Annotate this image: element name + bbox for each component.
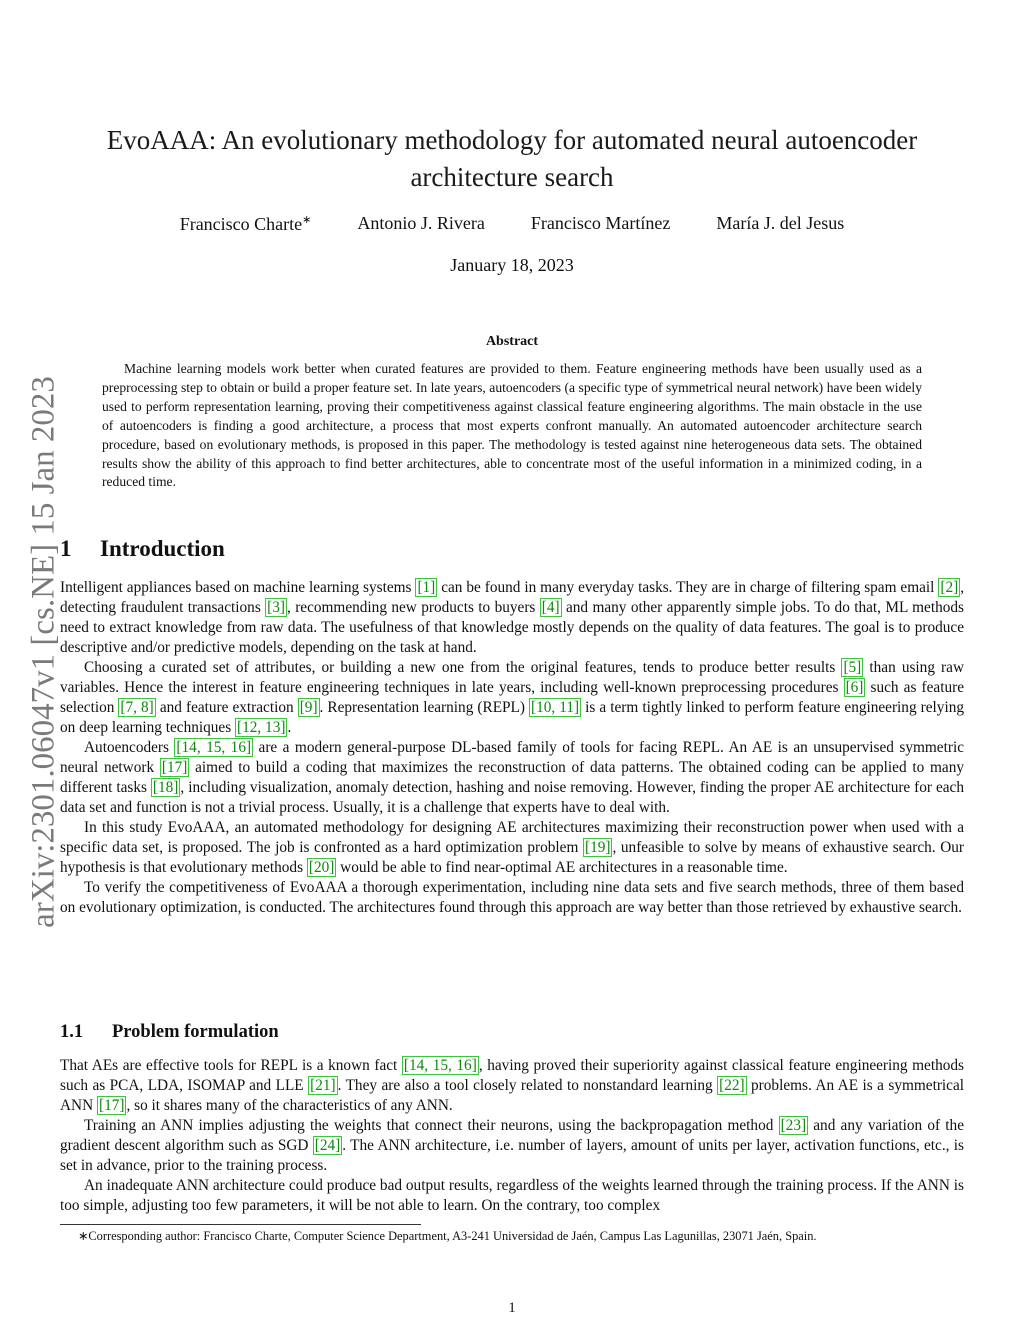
paragraph-text: than using raw variables. Hence the interest in feature engineering techniques in late years, including well-known preprocessing procedures [60, 659, 964, 696]
paragraph [60, 1056, 964, 1116]
section-number: 1 [60, 536, 72, 561]
citation-link[interactable]: [17] [98, 1097, 125, 1114]
citation-link[interactable]: [19] [584, 839, 611, 856]
paper-title: EvoAAA: An evolutionary methodology for automated neural autoencoder architecture search [106, 125, 918, 192]
paragraph-text: , so it shares many of the characteristics of any ANN. [126, 1097, 453, 1114]
citation-link[interactable]: [7, 8] [120, 699, 154, 716]
subsection-heading-problem-formulation [60, 1022, 279, 1043]
paragraph-text: can be found in many everyday tasks. They are in charge of filtering spam email [437, 579, 939, 596]
paragraph-text: are a modern general-purpose DL-based family of tools for facing REPL. An AE is an unsupervised symmetric neural network [60, 739, 964, 776]
abstract-heading: Abstract [485, 334, 539, 349]
paragraph-text: , recommending new products to buyers [287, 599, 540, 616]
paragraph [60, 658, 964, 738]
arxiv-identifier: arXiv:2301.06047v1 [cs.NE] 15 Jan 2023 [25, 376, 62, 928]
paragraph-text: would be able to find near-optimal AE architectures in a reasonable time. [336, 859, 788, 876]
author-3: Francisco Martínez [530, 213, 671, 233]
problem-formulation-body [60, 1056, 964, 1216]
citation-link[interactable]: [20] [308, 859, 335, 876]
paragraph-text: is a term tightly linked to perform feature engineering relying on deep learning techniques [60, 699, 964, 736]
paragraph-text: and many other apparently simple jobs. To do that, ML methods need to extract knowledge from raw data. The usefulness of that knowledge mostly depends on the quality of data features. The goal is to produce descriptive and/or predictive models, depending on the task at hand. [60, 599, 964, 656]
subsection-number: 1.1 [60, 1022, 84, 1042]
paragraph-text: . [287, 719, 292, 736]
author-4: María J. del Jesus [716, 213, 845, 233]
author-2: Antonio J. Rivera [357, 213, 485, 233]
introduction-body [60, 578, 964, 918]
paragraph-text: , including visualization, anomaly detection, hashing and noise removing. However, finding the proper AE architecture for each data set and function is not a trivial process. Usually, it is a challenge that experts have to deal with. [60, 779, 964, 816]
paragraph-text: , detecting fraudulent transactions [60, 579, 965, 616]
author-1: Francisco Charte∗ [179, 214, 312, 234]
paragraph-text: Choosing a curated set of attributes, or building a new one from the original features, tends to produce better results [84, 659, 842, 676]
paragraph-text: aimed to build a coding that maximizes the reconstruction of data patterns. The obtained coding can be applied to many different tasks [60, 759, 964, 796]
paragraph-text: , having proved their superiority against classical feature engineering methods such as PCA, LDA, ISOMAP and LLE [60, 1057, 964, 1094]
paragraph-text: Training an ANN implies adjusting the weights that connect their neurons, using the backpropagation method [84, 1117, 779, 1134]
footnote-rule [60, 1224, 421, 1225]
paragraph-text: . The ANN architecture, i.e. number of layers, amount of units per layer, activation functions, etc., is set in advance, prior to the training process. [60, 1137, 965, 1174]
paragraph: To verify the competitiveness of EvoAAA a thorough experimentation, including nine data sets and five search methods, three of them based on evolutionary optimization, is conducted. The architectures found through this approach are way better than those retrieved by exhaustive search. [60, 879, 964, 916]
citation-link[interactable]: [17] [161, 759, 188, 776]
citation-link[interactable]: [4] [541, 599, 560, 616]
citation-link[interactable]: [24] [314, 1137, 341, 1154]
citation-link[interactable]: [6] [845, 679, 864, 696]
citation-link[interactable]: [14, 15, 16] [403, 1057, 477, 1074]
citation-link[interactable]: [1] [417, 579, 436, 596]
abstract-text: Machine learning models work better when curated features are provided to them. Feature engineering methods have been usually used as a preprocessing step to obtain or build a proper feature set. In late years, autoencoders (a specific type of symmetrical neural network) have been widely used to perform representation learning, proving their competitiveness against classical feature engineering algorithms. The main obstacle in the use of autoencoders is finding a good architecture, a process that most experts confront manually. An automated autoencoder architecture search procedure, based on evolutionary methods, is proposed in this paper. The methodology is tested against nine heterogeneous data sets. The obtained results show the ability of this approach to find better architectures, able to concentrate most of the useful information in a minimized coding, in a reduced time. [102, 361, 922, 490]
citation-link[interactable]: [21] [310, 1077, 336, 1094]
paragraph-text: Intelligent appliances based on machine learning systems [60, 579, 416, 596]
citation-link[interactable]: [23] [780, 1117, 807, 1134]
citation-link[interactable]: [2] [940, 579, 959, 596]
paragraph-text: . Representation learning (REPL) [319, 699, 530, 716]
paragraph-text: Autoencoders [84, 739, 175, 756]
paragraph [60, 1116, 964, 1176]
paragraph-text: , unfeasible to solve by means of exhaustive search. Our hypothesis is that evolutionary methods [60, 839, 964, 876]
paragraph-text: problems. An AE is a symmetrical ANN [60, 1077, 965, 1114]
paragraph-text: and any variation of the gradient descent algorithm such as SGD [60, 1117, 964, 1154]
paragraph: An inadequate ANN architecture could produce bad output results, regardless of the weights learned through the training process. If the ANN is too simple, adjusting too few parameters, it will be not able to learn. On the contrary, too complex [60, 1177, 964, 1214]
citation-link[interactable]: [5] [843, 659, 862, 676]
subsection-title: Problem formulation [112, 1022, 279, 1042]
citation-link[interactable]: [3] [267, 599, 285, 616]
citation-link[interactable]: [9] [299, 699, 318, 716]
paragraph [60, 818, 964, 878]
paragraph [60, 578, 964, 658]
citation-link[interactable]: [10, 11] [531, 699, 580, 716]
footnote: ∗Corresponding author: Francisco Charte, Computer Science Department, A3-241 Universidad de Jaén, Campus Las Lagunillas, 23071 Jaén, Spain. [78, 1229, 817, 1243]
page-number: 1 [508, 1300, 516, 1316]
paragraph-text: That AEs are effective tools for REPL is a known fact [60, 1057, 402, 1074]
section-title: Introduction [100, 536, 225, 561]
corresponding-mark: ∗ [302, 214, 312, 226]
section-heading-introduction [60, 536, 225, 562]
author-list [60, 213, 964, 235]
citation-link[interactable]: [14, 15, 16] [176, 739, 252, 756]
paragraph-text: In this study EvoAAA, an automated methodology for designing AE architectures maximizing their reconstruction power when used with a specific data set, is proposed. The job is confronted as a hard optimization problem [60, 819, 964, 856]
paragraph-text: and feature extraction [155, 699, 298, 716]
paragraph [60, 738, 964, 818]
citation-link[interactable]: [22] [719, 1077, 745, 1094]
paragraph-text: such as feature selection [60, 679, 964, 716]
paragraph-text: . They are also a tool closely related to nonstandard learning [337, 1077, 718, 1094]
citation-link[interactable]: [12, 13] [237, 719, 286, 736]
publication-date: January 18, 2023 [450, 255, 574, 275]
citation-link[interactable]: [18] [152, 779, 179, 796]
